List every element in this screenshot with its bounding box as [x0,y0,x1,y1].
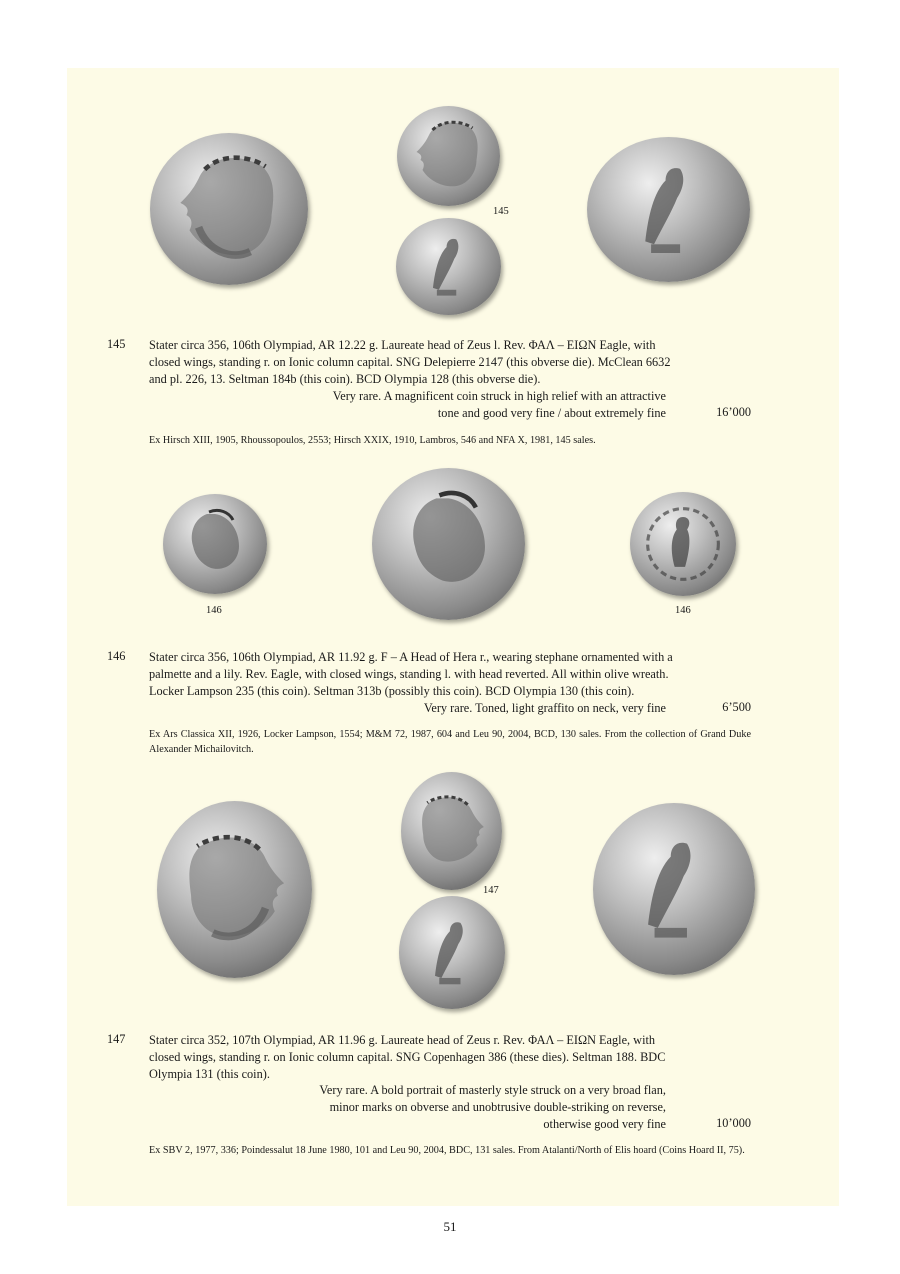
coin-145-reverse-enlarged [587,137,750,282]
eagle-icon [399,896,505,1009]
coin-147-obverse [401,772,502,890]
description-line: Locker Lampson 235 (this coin). Seltman 313b (possibly this coin). BCD Olympia 130 (this coin). [149,684,635,698]
description-line: and pl. 226, 13. Seltman 184b (this coin). BCD Olympia 128 (this obverse die). [149,372,541,386]
lot-condition [319,1082,666,1133]
description-line: Stater circa 356, 106th Olympiad, AR 11.92 g. F – A Head of Hera r., wearing stephane ornamented with a [149,650,673,664]
coin-146-obverse-enlarged [372,468,525,620]
lot-condition [424,700,666,717]
condition-line: Very rare. Toned, light graffito on neck, very fine [423,701,666,715]
lot-description [149,649,751,700]
page-number: 51 [443,1219,457,1234]
lot-estimate: 16’000 [716,405,751,419]
eagle-icon [587,137,750,282]
coin-146-reverse-label: 146 [675,605,691,616]
lot-condition [333,388,666,422]
description-line: closed wings, standing r. on Ionic column capital. SNG Delepierre 2147 (this obverse die). McClean 6632 [149,355,671,369]
zeus-head-left-icon [150,133,308,285]
condition-line: Very rare. A magnificent coin struck in high relief with an attractive [332,389,666,403]
coin-145-obverse [397,106,500,206]
lot-description [149,337,751,388]
coin-146-obverse [163,494,267,594]
description-line: Stater circa 356, 106th Olympiad, AR 12.22 g. Laureate head of Zeus l. Rev. ΦΑΛ – ΕΙΩΝ Eagle, with [149,338,656,352]
lot-provenance: Ex Hirsch XIII, 1905, Rhoussopoulos, 2553; Hirsch XXIX, 1910, Lambros, 546 and NFA X, 1981, 145 sales. [149,435,596,446]
coin-145-label: 145 [493,206,509,217]
hera-head-icon [372,468,525,620]
lot-estimate: 10’000 [716,1116,751,1130]
description-line: Stater circa 352, 107th Olympiad, AR 11.96 g. Laureate head of Zeus r. Rev. ΦΑΛ – ΕΙΩΝ Eagle, with [149,1033,656,1047]
eagle-icon [593,803,755,975]
lot-description [149,1032,751,1083]
zeus-head-right-icon [401,772,502,890]
condition-line: otherwise good very fine [543,1117,666,1131]
hera-head-icon [163,494,267,594]
eagle-icon [396,218,501,315]
lot-number: 147 [107,1032,126,1046]
coin-147-reverse-enlarged [593,803,755,975]
coin-147-label: 147 [483,885,499,896]
zeus-head-left-icon [397,106,500,206]
coin-146-obverse-label: 146 [206,605,222,616]
zeus-head-right-icon [157,801,312,978]
description-line: palmette and a lily. Rev. Eagle, with closed wings, standing l. with head reverted. All within olive wreath. [149,667,669,681]
lot-provenance: Ex Ars Classica XII, 1926, Locker Lampson, 1554; M&M 72, 1987, 604 and Leu 90, 2004, BCD, 130 sales. From the collection of Grand Duke Alexander Michailovitch. [149,729,751,755]
condition-line: minor marks on obverse and unobtrusive double-striking on reverse, [329,1100,666,1114]
coin-146-reverse [630,492,736,596]
condition-line: tone and good very fine / about extremely fine [437,406,666,420]
lot-provenance: Ex SBV 2, 1977, 336; Poindessalut 18 June 1980, 101 and Leu 90, 2004, BDC, 131 sales. From Atalanti/North of Elis hoard (Coins Hoard II, 75). [149,1145,745,1156]
eagle-icon [630,492,736,596]
coin-145-obverse-enlarged [150,133,308,285]
coin-145-reverse [396,218,501,315]
coin-147-reverse [399,896,505,1009]
lot-number: 146 [107,649,126,663]
lot-estimate: 6’500 [722,700,751,714]
lot-number: 145 [107,337,126,351]
coin-147-obverse-enlarged [157,801,312,978]
description-line: Olympia 131 (this coin). [149,1067,270,1081]
condition-line: Very rare. A bold portrait of masterly style struck on a very broad flan, [319,1083,666,1097]
description-line: closed wings, standing r. on Ionic column capital. SNG Copenhagen 386 (these dies). Seltman 188. BDC [149,1050,666,1064]
